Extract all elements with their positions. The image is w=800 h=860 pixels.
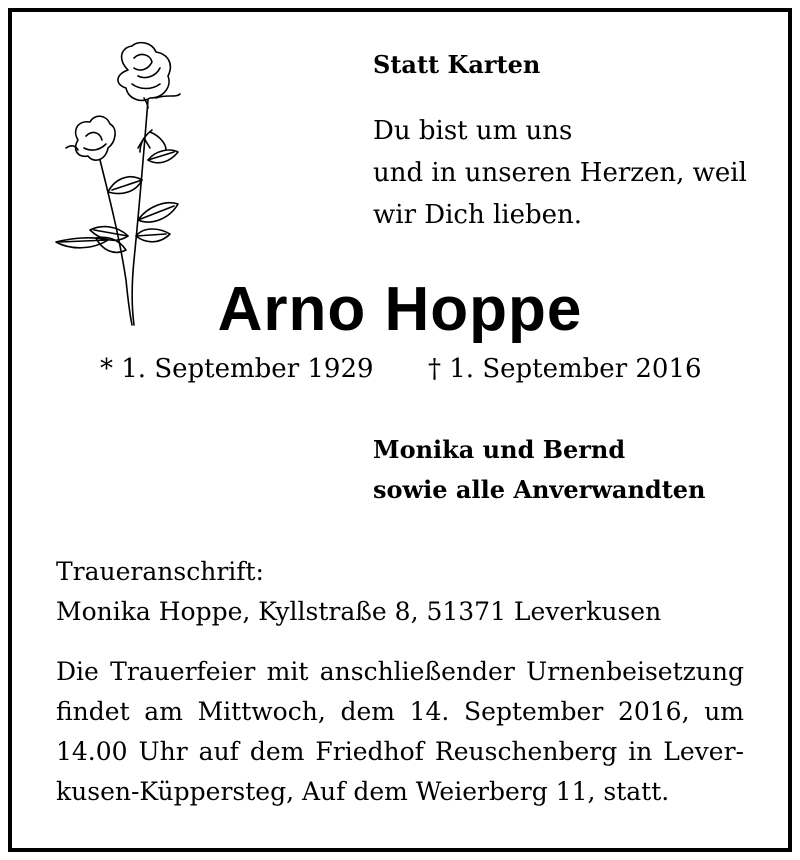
service-line: Die Trauerfeier mit anschließender Urnenbeisetzung bbox=[56, 657, 744, 686]
mourner-line: Monika und Bernd bbox=[373, 435, 626, 464]
header-statt-karten: Statt Karten bbox=[373, 50, 541, 79]
service-line: 14.00 Uhr auf dem Friedhof Reuschenberg in Lever- bbox=[56, 737, 744, 766]
deceased-name: Arno Hoppe bbox=[217, 275, 583, 344]
service-details bbox=[56, 652, 744, 812]
address-line: Monika Hoppe, Kyllstraße 8, 51371 Leverkusen bbox=[56, 597, 662, 626]
verse-line: und in unseren Herzen, weil bbox=[373, 158, 747, 188]
address-label: Traueranschrift: bbox=[56, 557, 264, 586]
mourner-line: sowie alle Anverwandten bbox=[373, 475, 706, 504]
verse-line: wir Dich lieben. bbox=[373, 200, 583, 230]
memorial-verse bbox=[373, 110, 747, 236]
verse-line: Du bist um uns bbox=[373, 116, 573, 146]
service-line: kusen-Küppersteg, Auf dem Weierberg 11, statt. bbox=[56, 777, 670, 806]
death-date: † 1. September 2016 bbox=[428, 354, 702, 384]
birth-date: * 1. September 1929 bbox=[100, 354, 374, 384]
mourners bbox=[373, 430, 706, 510]
service-line: findet am Mittwoch, dem 14. September 2016, um bbox=[56, 697, 744, 726]
mourning-address bbox=[56, 552, 661, 632]
